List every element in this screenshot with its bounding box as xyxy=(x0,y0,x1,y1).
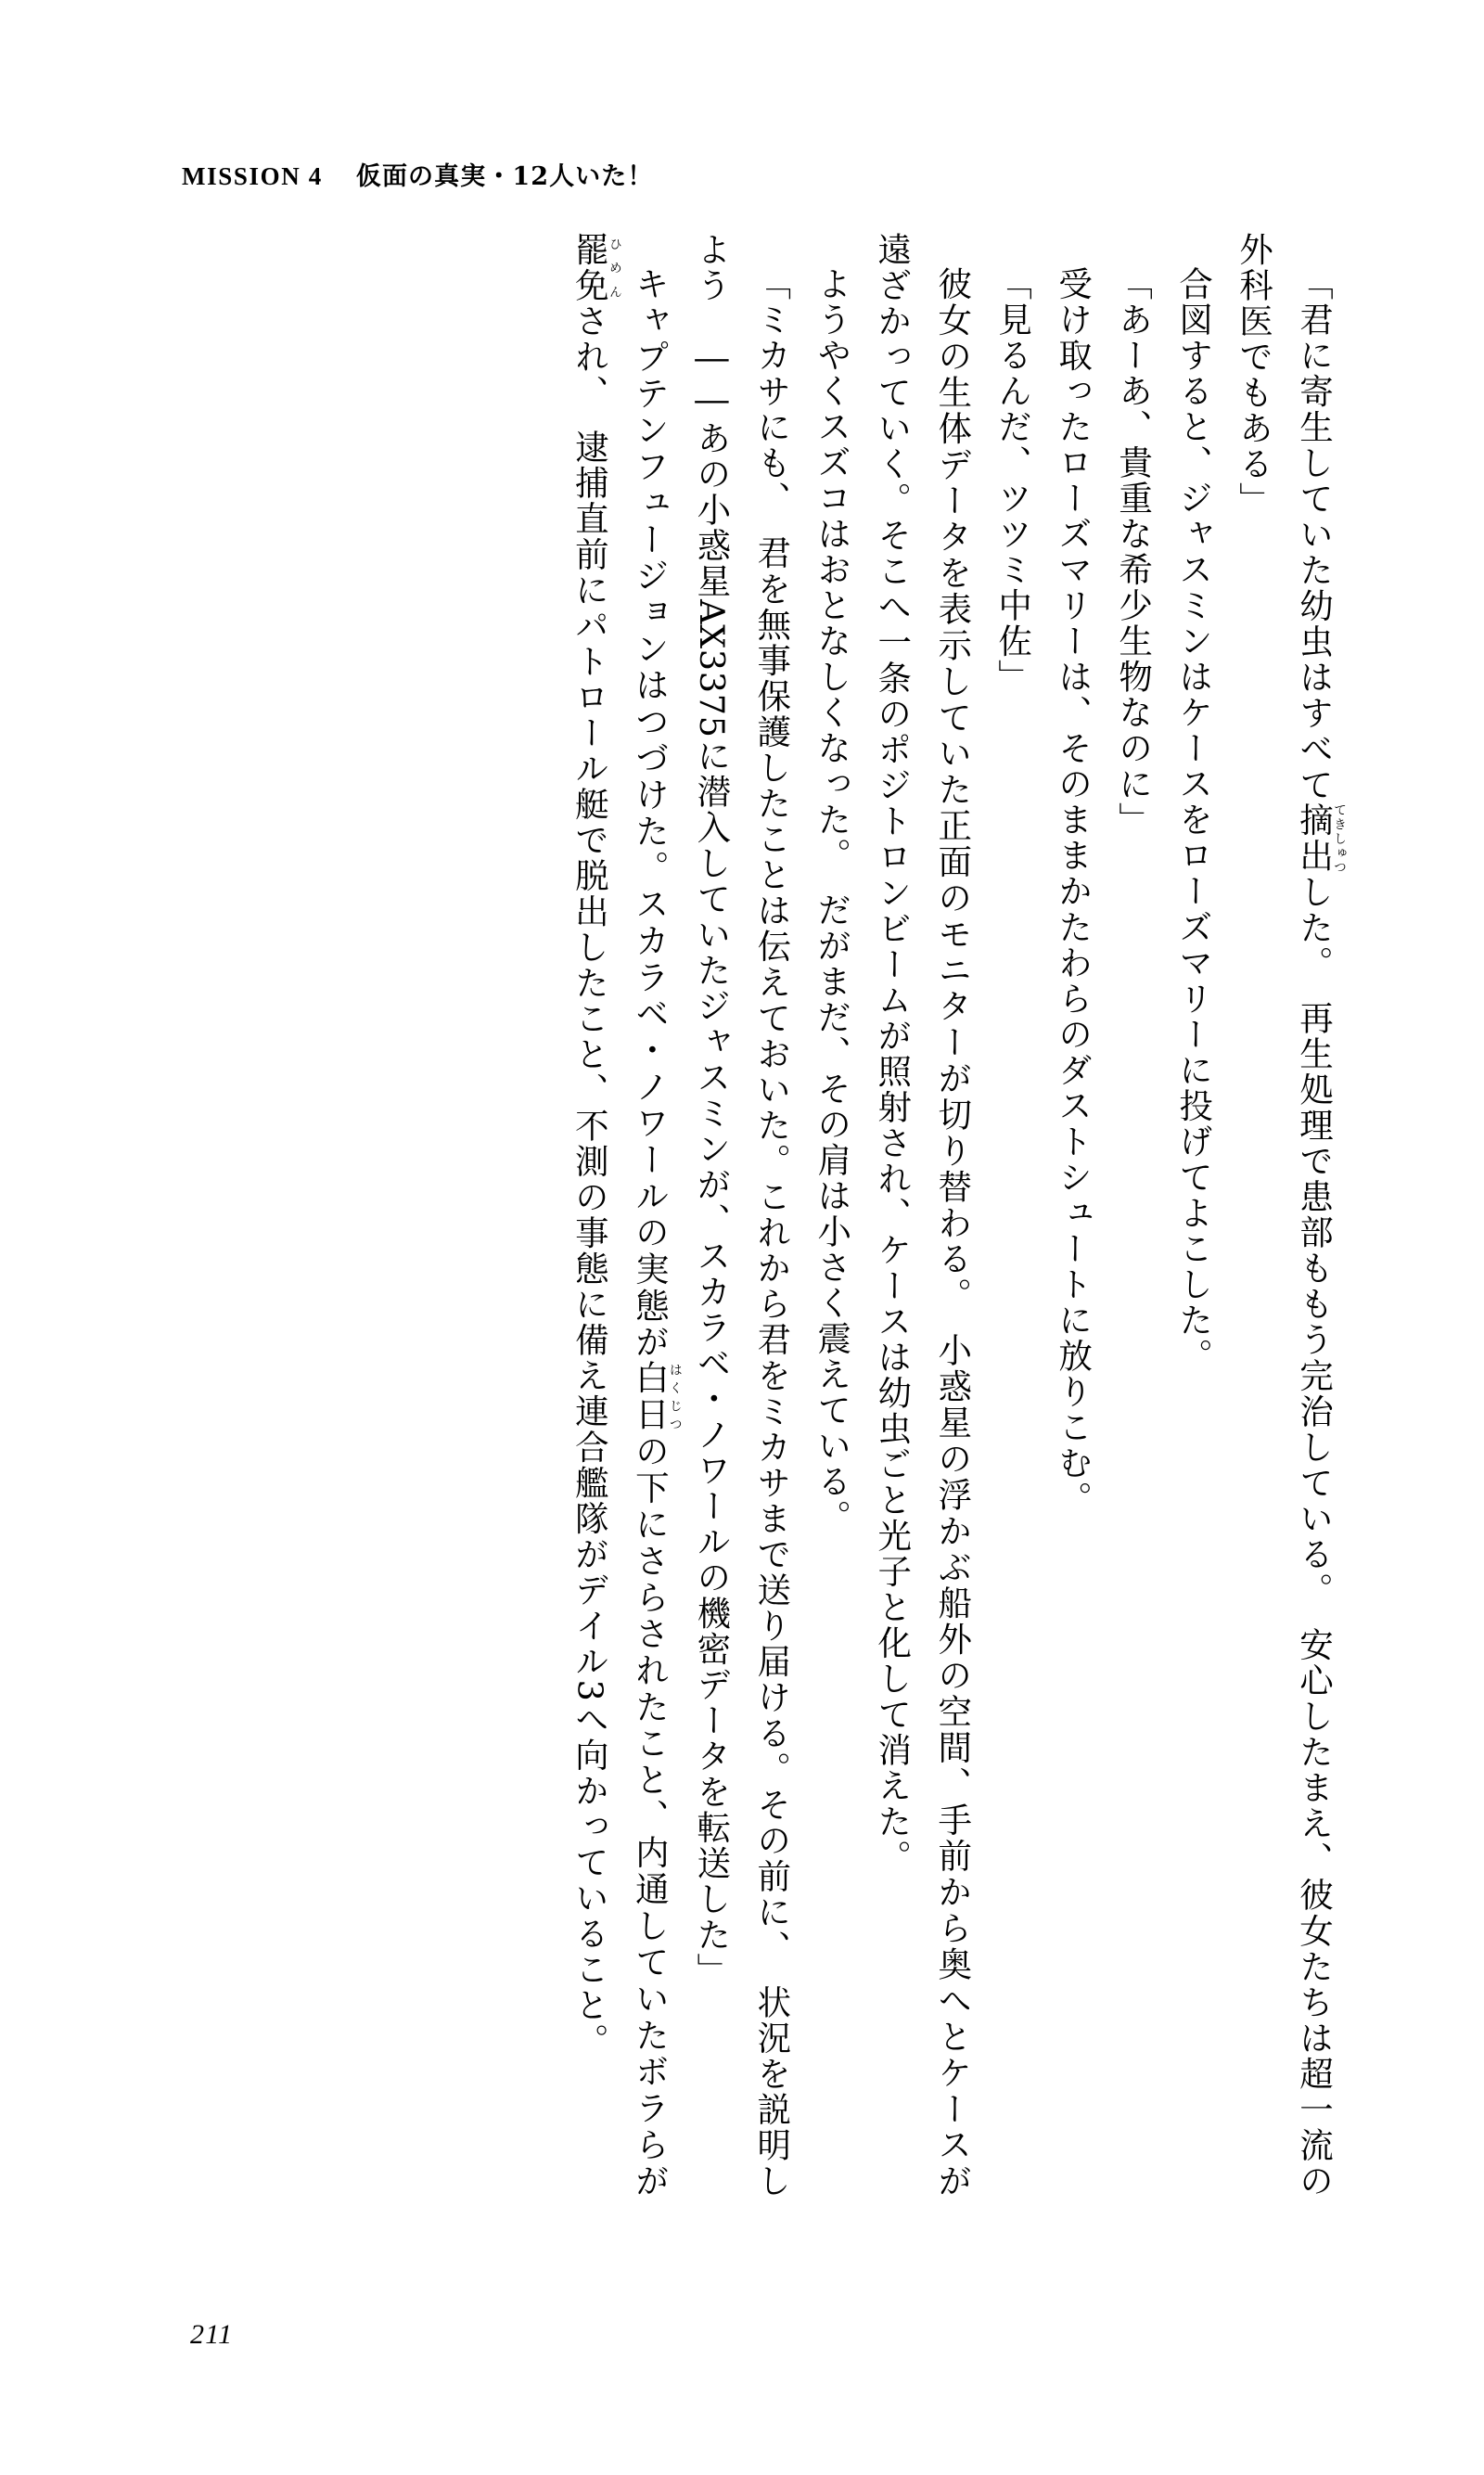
ruby-himen: 罷免ひめん xyxy=(569,232,621,304)
running-head-title: 仮面の真実・12人いた！ xyxy=(355,162,654,191)
paragraph-2: 合図すると、ジャスミンはケースをローズマリーに投げてよこした。 xyxy=(1173,265,1214,1374)
ruby-reading: てきしゅつ xyxy=(1331,801,1346,874)
body-text xyxy=(204,232,1345,2199)
ruby-tekishutsu: 摘出てきしゅつ xyxy=(1294,801,1346,874)
paragraph-1: 「君に寄生していた幼虫はすべて摘出てきしゅつした。 再生処理で患部ももう完治している。 安心したまえ、彼女たちは超一流の外科医でもある」 xyxy=(1234,232,1346,2199)
paragraph-7: ようやくスズコはおとなしくなった。 だがまだ、その肩は小さく震えている。 xyxy=(812,265,852,1535)
paragraph-8: 「ミカサにも、 君を無事保護したことは伝えておいた。これから君をミカサまで送り届ける。その前に、 状況を説明しよう――あの小惑星AX3375に潜入していたジャスミンが、スカラベ・ノワールの機密データを転送した」 xyxy=(681,232,801,2199)
em-dash: ―― xyxy=(691,337,732,421)
page-number: 211 xyxy=(190,2319,234,2350)
paragraph-6: 彼女の生体データを表示していた正面のモニターが切り替わる。 小惑星の浮かぶ船外の空間、手前から奥へとケースが遠ざかっていく。そこへ一条のポジトロンビームが照射され、ケースは幼虫ごと光子と化して消えた。 xyxy=(872,232,973,2199)
paragraph-3: 「あーあ、貴重な希少生物なのに」 xyxy=(1113,265,1154,838)
running-head xyxy=(182,156,653,192)
running-head-mission: MISSION 4 xyxy=(182,162,323,190)
ruby-hakujitsu: 白日はくじつ xyxy=(630,1360,682,1433)
ruby-reading: はくじつ xyxy=(666,1360,682,1433)
ruby-reading: ひめん xyxy=(606,232,621,303)
paragraph-5: 「見るんだ、ツツミ中佐」 xyxy=(992,265,1033,695)
paragraph-9: キャプテンフュージョンはつづけた。スカラベ・ノワールの実態が白日はくじつの下にさらされたこと、内通していたボラらが罷免ひめんされ、 逮捕直前にパトロール艇で脱出したこと、不測の事態に備え連合艦隊がデイル3へ向かっていること。 xyxy=(569,232,682,2199)
paragraph-4: 受け取ったローズマリーは、そのままかたわらのダストシュートに放りこむ。 xyxy=(1053,265,1094,1517)
destination-number: 3 xyxy=(569,1679,610,1702)
asteroid-designation: AX3375 xyxy=(691,599,732,738)
